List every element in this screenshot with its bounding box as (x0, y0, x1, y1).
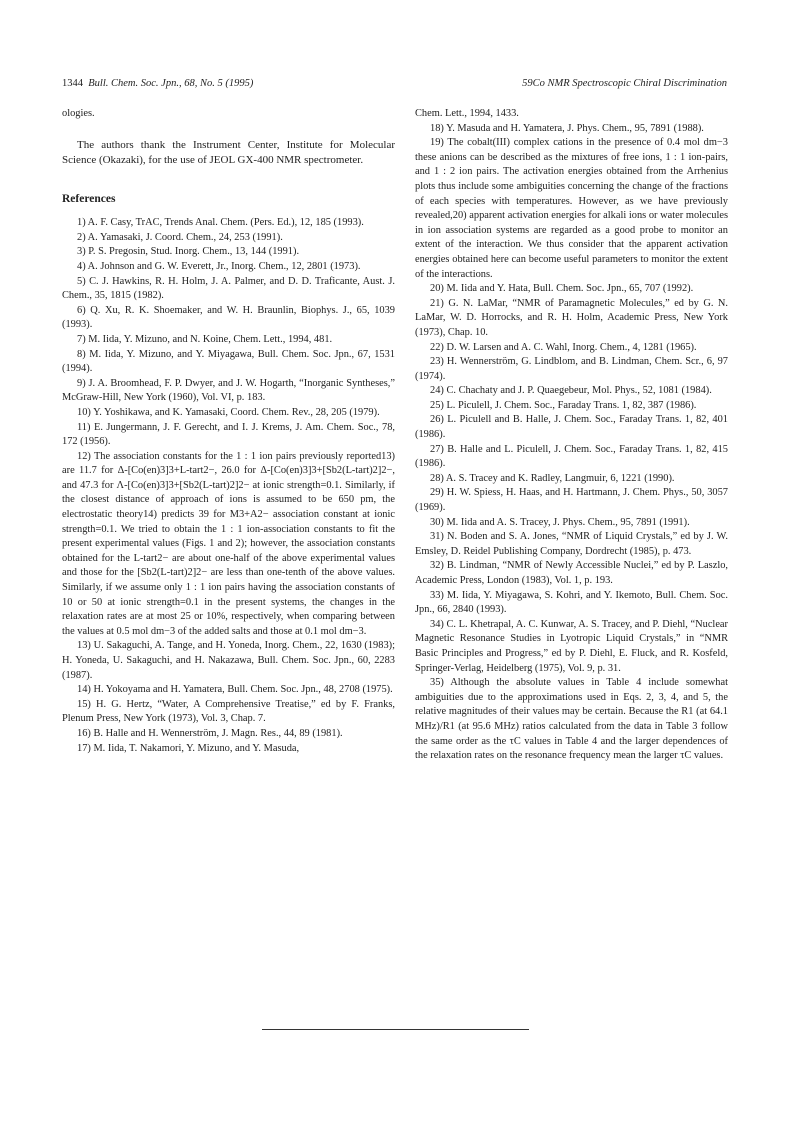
reference-item: 5) C. J. Hawkins, R. H. Holm, J. A. Palmer, and D. D. Traficante, Aust. J. Chem., 35, 1815 (1982). (62, 275, 395, 302)
reference-item: 23) H. Wennerström, G. Lindblom, and B. Lindman, Chem. Scr., 6, 97 (1974). (415, 356, 728, 382)
reference-item: 30) M. Iida and A. S. Tracey, J. Phys. Chem., 95, 7891 (1991). (430, 516, 690, 528)
references-list-left (62, 216, 395, 756)
acknowledgment: The authors thank the Instrument Center, Institute for Molecular Science (Okazaki), for the use of JEOL GX-400 NMR spectrometer. (62, 138, 395, 166)
reference-item: 11) E. Jungermann, J. F. Gerecht, and I. J. Krems, J. Am. Chem. Soc., 78, 172 (1956). (62, 421, 395, 448)
left-column (62, 107, 395, 756)
reference-item: 6) Q. Xu, R. K. Shoemaker, and W. H. Braunlin, Biophys. J., 65, 1039 (1993). (62, 304, 395, 331)
reference-item: 21) G. N. LaMar, “NMR of Paramagnetic Molecules,” ed by G. N. LaMar, W. D. Horrocks, and R. H. Holm, Academic Press, New York (1973), Chap. 10. (415, 297, 728, 338)
reference-item: 1) A. F. Casy, TrAC, Trends Anal. Chem. (Pers. Ed.), 12, 185 (1993). (77, 217, 364, 229)
reference-item: 25) L. Piculell, J. Chem. Soc., Faraday Trans. 1, 82, 387 (1986). (430, 399, 697, 411)
intro-fragment: ologies. (62, 108, 95, 119)
reference-item: 24) C. Chachaty and J. P. Quaegebeur, Mol. Phys., 52, 1081 (1984). (430, 385, 712, 397)
reference-item: 2) A. Yamasaki, J. Coord. Chem., 24, 253 (1991). (77, 231, 283, 243)
reference-item: 4) A. Johnson and G. W. Everett, Jr., Inorg. Chem., 12, 2801 (1973). (77, 260, 361, 272)
running-title: 59Co NMR Spectroscopic Chiral Discrimination (522, 78, 727, 89)
reference-item: 29) H. W. Spiess, H. Haas, and H. Hartmann, J. Chem. Phys., 50, 3057 (1969). (415, 487, 728, 514)
reference-item: 16) B. Halle and H. Wennerström, J. Magn. Res., 44, 89 (1981). (77, 727, 343, 739)
page-number: 1344 (62, 78, 83, 89)
reference-item: 33) M. Iida, Y. Miyagawa, S. Kohri, and Y. Ikemoto, Bull. Chem. Soc. Jpn., 66, 2840 (1993). (415, 589, 728, 616)
journal-citation: Bull. Chem. Soc. Jpn., 68, No. 5 (1995) (88, 78, 254, 89)
reference-item: 3) P. S. Pregosin, Stud. Inorg. Chem., 13, 144 (1991). (77, 246, 300, 258)
reference-item: 15) H. G. Hertz, “Water, A Comprehensive Treatise,” ed by F. Franks, Plenum Press, New York (1973), Vol. 3, Chap. 7. (62, 698, 395, 725)
page-header-left (62, 78, 253, 89)
end-rule (262, 1029, 529, 1030)
reference-item: 8) M. Iida, Y. Mizuno, and Y. Miyagawa, Bull. Chem. Soc. Jpn., 67, 1531 (1994). (62, 348, 395, 375)
reference-item: 26) L. Piculell and B. Halle, J. Chem. Soc., Faraday Trans. 1, 82, 401 (1986). (415, 414, 728, 441)
reference-item: 32) B. Lindman, “NMR of Newly Accessible Nuclei,” ed by P. Laszlo, Academic Press, London (1983), Vol. 1, p. 193. (415, 560, 728, 586)
reference-item: 27) B. Halle and L. Piculell, J. Chem. Soc., Faraday Trans. 1, 82, 415 (1986). (415, 443, 728, 470)
reference-item: 13) U. Sakaguchi, A. Tange, and H. Yoneda, Inorg. Chem., 22, 1630 (1983); H. Yoneda, U. Sakaguchi, and H. Nakazawa, Bull. Chem. Soc. Jpn., 60, 2283 (1987). (62, 640, 395, 681)
reference-item: 18) Y. Masuda and H. Yamatera, J. Phys. Chem., 95, 7891 (1988). (430, 122, 704, 134)
reference-item: 28) A. S. Tracey and K. Radley, Langmuir, 6, 1221 (1990). (430, 472, 675, 484)
reference-item: 34) C. L. Khetrapal, A. C. Kunwar, A. S. Tracey, and P. Diehl, “Nuclear Magnetic Resonance Studies in Lyotropic Liquid Crystals,” in “NMR Basic Principles and Progress,” ed by P. Diehl, E. Fluck, and R. Kosfeld, Springer-Verlag, Heidelberg (1975), Vol. 9, p. 31. (415, 618, 728, 674)
reference-item: 9) J. A. Broomhead, F. P. Dwyer, and J. W. Hogarth, “Inorganic Syntheses,” McGraw-Hill, New York (1960), Vol. VI, p. 183. (62, 377, 395, 404)
reference-item: 31) N. Boden and S. A. Jones, “NMR of Liquid Crystals,” ed by J. W. Emsley, D. Reidel Publishing Company, Dordrecht (1985), p. 473. (415, 531, 728, 557)
reference-item: 14) H. Yokoyama and H. Yamatera, Bull. Chem. Soc. Jpn., 48, 2708 (1975). (77, 684, 393, 696)
right-column (415, 107, 728, 764)
references-list-right (415, 107, 728, 764)
reference-item: 35) Although the absolute values in Table 4 include somewhat ambiguities due to the approximations used in Eqs. 2, 3, 4, and 5, the relative magnitudes of their values may be certain. Because the R1 (at 64.1 MHz)/R1 (at 95.6 MHz) ratios calculated from the data in Table 3 follow the same order as the τC values in Table 4 and the larger dependences of the relaxation rates on the resonance frequency mean the larger τC values. (415, 677, 728, 762)
reference-item: 22) D. W. Larsen and A. C. Wahl, Inorg. Chem., 4, 1281 (1965). (430, 341, 697, 353)
references-heading: References (62, 192, 116, 205)
reference-item: 10) Y. Yoshikawa, and K. Yamasaki, Coord. Chem. Rev., 28, 205 (1979). (77, 406, 380, 418)
reference-item: 20) M. Iida and Y. Hata, Bull. Chem. Soc. Jpn., 65, 707 (1992). (430, 283, 694, 295)
reference-item: 7) M. Iida, Y. Mizuno, and N. Koine, Chem. Lett., 1994, 481. (77, 333, 333, 345)
reference-item: 12) The association constants for the 1 : 1 ion pairs previously reported13) are 11.7 for Δ-[Co(en)3]3+L-tart2−, 26.0 for Δ-[Co(en)3]3+[Sb2(L-tart)2]2−, and 47.3 for Λ-[Co(en)3]3+[Sb2(L-tart)2]2− at ionic strength=0.1. Similarly, if the closest distance of approach of ions is assumed to be 650 pm, the electrostatic theory14) predicts 39 for M3+A2− association constant at ionic strength=0.1. We tried to obtain the 1 : 1 ion-association constants to fit the present experimental values (Figs. 1 and 2); however, the association constants obtained for the L-tart2− are about one-half of the above experimental values and those for the [Sb2(L-tart)2]2− are less than one-tenth of the above values. Similarly, if we assume only 1 : 1 ion pairs having the association constants of 10 or 50 at ionic strength=0.1 in the present systems, the changes in the relaxation rates are at most 25 or 10%, respectively, when comparing between the values at 0.5 mol dm−3 of the added salts and those at 0.1 mol dm−3. (62, 450, 395, 637)
reference-item: 17) M. Iida, T. Nakamori, Y. Mizuno, and Y. Masuda, (77, 742, 300, 754)
reference-item: 19) The cobalt(III) complex cations in the presence of 0.4 mol dm−3 these anions can be described as the mixtures of free ions, 1 : 1 ion-pairs, and 1 : 2 ion pairs. The activation energies obtained from the Arrhenius plots thus include some ambiguities concerning the change of the fractions of each species with temperatures. However, as we have previously revealed,20) apparent activation energies for alkali ions or water molecules in ion association systems are regarded as a good probe to monitor an extent of the interaction. We thus consider that the apparent activation energies obtained here can become useful parameters to monitor the extent of the interactions. (415, 137, 728, 280)
reference-item: Chem. Lett., 1994, 1433. (415, 108, 519, 119)
